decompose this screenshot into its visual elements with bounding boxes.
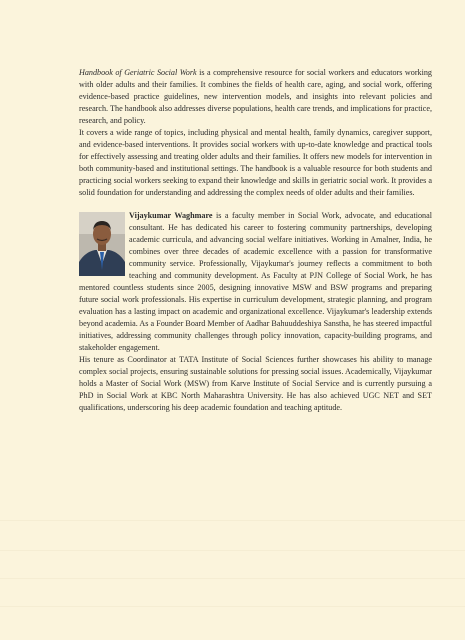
- book-description: [79, 67, 432, 127]
- author-portrait-image: [79, 212, 125, 276]
- author-bio: [79, 210, 432, 415]
- author-paragraph-1: [79, 210, 432, 355]
- author-bio-text: is a faculty member in Social Work, advocate, and educational consultant. He has dedicated his career to fostering community partnerships, developing academic curricula, and advancing social welfare initiatives. Working in Amalner, India, he combines over three decades of academic excellence with a passion for transformative community service. Professionally, Vijaykumar's journey reflects a commitment to both teaching and community development. As Faculty at PJN College of Social Work, he has mentored countless students since 2005, designing innovative MSW and BSW programs and preparing future social work professionals. His expertise in curriculum development, strategic planning, and program evaluation has a lasting impact on academic and organizational excellence. Vijaykumar's leadership extends beyond academia. As a Founder Board Member of Aadhar Bahuuddeshiya Sanstha, he has steered impactful initiatives, addressing community challenges through policy innovation, capacity-building programs, and stakeholder engagement.: [79, 210, 432, 353]
- bottom-texture: [0, 492, 465, 640]
- author-paragraph-2: His tenure as Coordinator at TATA Institute of Social Sciences further showcases his ability to manage complex social projects, ensuring sustainable solutions for pressing social issues. Academically, Vijaykumar holds a Master of Social Work (MSW) from Karve Institute of Social Service and is currently pursuing a PhD in Social Work at KBC North Maharashtra University. He has also achieved UGC NET and SET qualifications, underscoring his deep academic foundation and teaching aptitude.: [79, 355, 432, 413]
- author-name: Vijaykumar Waghmare: [129, 210, 213, 220]
- cover-text: [79, 67, 432, 414]
- description-paragraph-2: It covers a wide range of topics, including physical and mental health, family dynamics, caregiver support, and evidence-based interventions. It provides social workers with up-to-date knowledge and practical tools for effectively assessing and treating older adults and their families. It offers new models for intervention in both community-based and institutional settings. The handbook is a valuable resource for both students and practicing social workers seeking to expand their knowledge and skills in geriatric social work. It provides a solid foundation for understanding and addressing the complex needs of older adults and their families.: [79, 128, 432, 198]
- book-title: Handbook of Geriatric Social Work: [79, 68, 197, 77]
- author-photo: [79, 212, 125, 276]
- description-paragraph-1: is a comprehensive resource for social workers and educators working with older adults and their families. It combines the fields of health care, aging, and social work, offering evidence-based practice guidelines, new intervention models, and insights into relevant policies and research. The handbook also addresses diverse populations, health care trends, and implications for practice, research, and policy.: [79, 68, 432, 126]
